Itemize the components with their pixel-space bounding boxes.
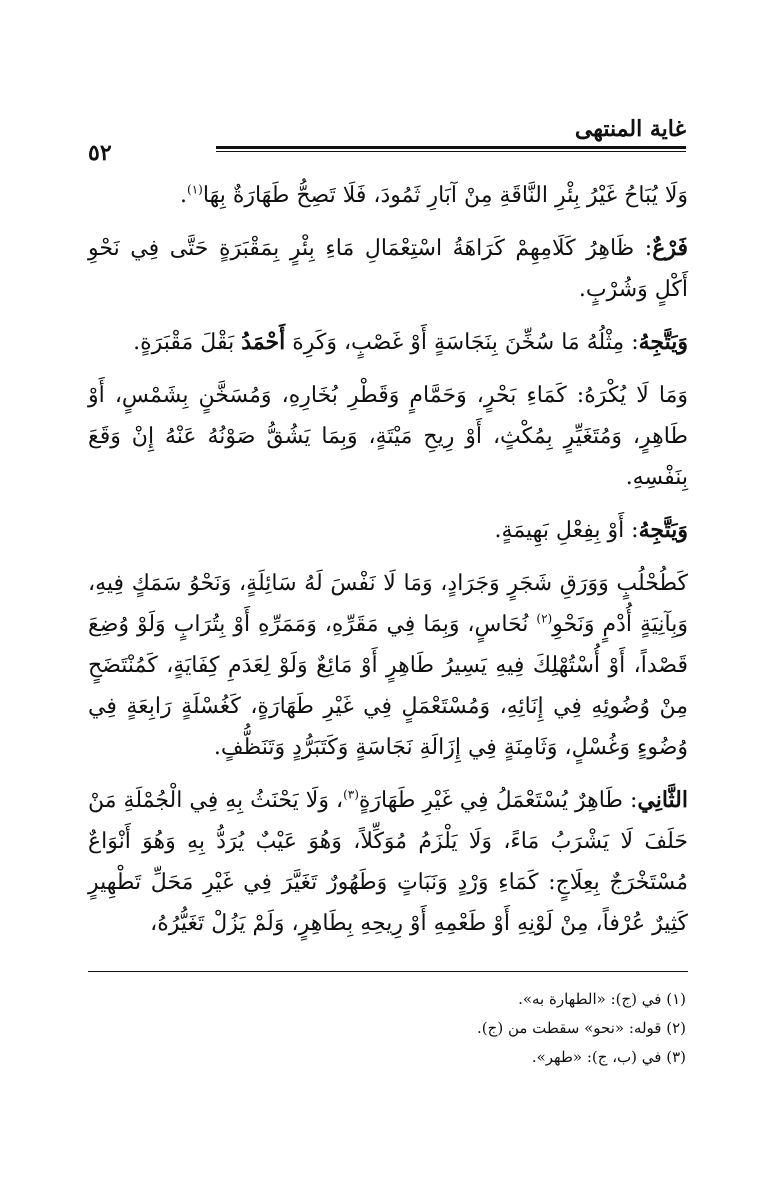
paragraph-7 — [88, 780, 688, 944]
paragraph-1 — [88, 175, 688, 216]
page-header — [88, 112, 686, 164]
footnote-ref-3: (٣) — [343, 787, 359, 802]
section-keyword: وَيَتَّجِهُ — [638, 329, 688, 355]
paragraph-text: : أَوْ بِفِعْلِ بَهِيمَةٍ. — [494, 518, 639, 543]
paragraph-text: بَقْلَ مَقْبَرَةٍ. — [133, 330, 235, 355]
paragraph-text: نُحَاسٍ، وَبِمَا فِي مَقَرِّهِ، وَمَمَرِّهِ أَوْ بِتُرَابٍ وَلَوْ وُضِعَ قَصْداً، أَوْ أُسْتُهْلِكَ فِيهِ يَسِيرُ طَاهِرٍ أَوْ مَائِعٌ وَلَوْ لِعَدَمِ كِفَايَةٍ، كَمُنْتَضَحٍ مِنْ وُضُوئِهِ فِي إِنَائِهِ، وَمُسْتَعْمَلٍ فِي غَيْرِ طَهَارَةٍ، كَغُسْلَةٍ رَابِعَةٍ فِي وُضُوءٍ وَغُسْلٍ، وَثَامِنَةٍ فِي إِزَالَةِ نَجَاسَةٍ وَكَتَبَرُّدٍ وَتَنَظُّفٍ. — [88, 612, 688, 760]
footnote-3: (٣) في (ب، ج): «طهر». — [531, 1048, 686, 1066]
footnote-ref-2: (٢) — [536, 611, 553, 626]
person-name: أَحْمَدُ — [241, 329, 286, 355]
header-rule — [216, 146, 686, 149]
paragraph-text: وَلَا يُبَاحُ غَيْرُ بِئْرِ النَّاقَةِ مِنْ آبَارِ ثَمُودَ، فَلَا تَصِحُّ طَهَارَةٌ بِهَا — [202, 183, 688, 208]
paragraph-text: ، وَلَا يَحْنَثُ بِهِ فِي الْجُمْلَةِ مَنْ حَلَفَ لَا يَشْرَبُ مَاءً، وَلَا يَلْزَمُ مُوَكِّلاً، وَهُوَ عَيْبٌ يُرَدُّ بِهِ وَهُوَ أَنْوَاعٌ مُسْتَخْرَجٌ بِعِلَاجٍ: كَمَاءِ وَرْدٍ وَنَبَاتٍ وَطَهُورٌ تَغَيَّرَ فِي غَيْرِ مَحَلِّ تَطْهِيرٍ كَثِيرٌ عُرْفاً، مِنْ لَوْنِهِ أَوْ طَعْمِهِ أَوْ رِيحِهِ بِطَاهِرٍ، وَلَمْ يَزُلْ تَغَيُّرُهُ، — [88, 788, 688, 936]
paragraph-3 — [88, 322, 688, 363]
paragraph-text: : طَاهِرٌ يُسْتَعْمَلُ فِي غَيْرِ طَهَارَةٍ — [358, 788, 638, 813]
header-rule — [216, 151, 686, 152]
section-keyword: الثَّانِي — [637, 787, 688, 813]
section-keyword: وَيَتَّجِهُ — [638, 517, 688, 543]
footnote-2: (٢) قوله: «نحو» سقطت من (ج). — [477, 1019, 686, 1037]
section-keyword: فَرْعٌ — [652, 235, 688, 261]
paragraph-4 — [88, 375, 688, 498]
paragraph-2 — [88, 228, 688, 310]
paragraph-5 — [88, 510, 688, 551]
paragraph-text: : ظَاهِرُ كَلَامِهِمْ كَرَاهَةُ اسْتِعْمَالِ مَاءِ بِئْرٍ بِمَقْبَرَةٍ حَتَّى فِي نَحْوِ أَكْلٍ وَشُرْبٍ. — [88, 236, 688, 302]
paragraph-tail: . — [180, 183, 188, 208]
footnotes — [88, 985, 686, 1072]
footnote-ref-1: (١) — [187, 182, 203, 197]
page-number: ٥٢ — [88, 140, 158, 166]
footnote-1: (١) في (ج): «الطهارة به». — [518, 990, 686, 1008]
running-title: غاية المنتهى — [574, 116, 686, 142]
footnote-separator — [88, 971, 688, 972]
paragraph-6 — [88, 563, 688, 768]
paragraph-text: كَطُحْلُبٍ وَوَرَقِ شَجَرٍ وَجَرَادٍ، وَمَا لَا نَفْسَ لَهُ سَائِلَةٍ، وَنَحْوُ سَمَكٍ فِيهِ، وَبِآنِيَةٍ أُدْمٍ وَنَحْوِ — [88, 571, 689, 637]
main-text — [88, 175, 688, 956]
paragraph-text: : مِثْلُهُ مَا سُخِّنَ بِنَجَاسَةٍ أَوْ غَصْبٍ، وَكَرِهَ — [292, 330, 639, 355]
paragraph-text: وَمَا لَا يُكْرَهُ: كَمَاءِ بَحْرٍ، وَحَمَّامٍ وَقَطْرِ بُخَارِهِ، وَمُسَخَّنٍ بِشَمْسٍ، أَوْ طَاهِرٍ، وَمُتَغَيِّرٍ بِمُكْثٍ، أَوْ رِيحِ مَيْتَةٍ، وَبِمَا يَشُقُّ صَوْنُهُ عَنْهُ إِنْ وَقَعَ بِنَفْسِهِ. — [88, 383, 688, 490]
